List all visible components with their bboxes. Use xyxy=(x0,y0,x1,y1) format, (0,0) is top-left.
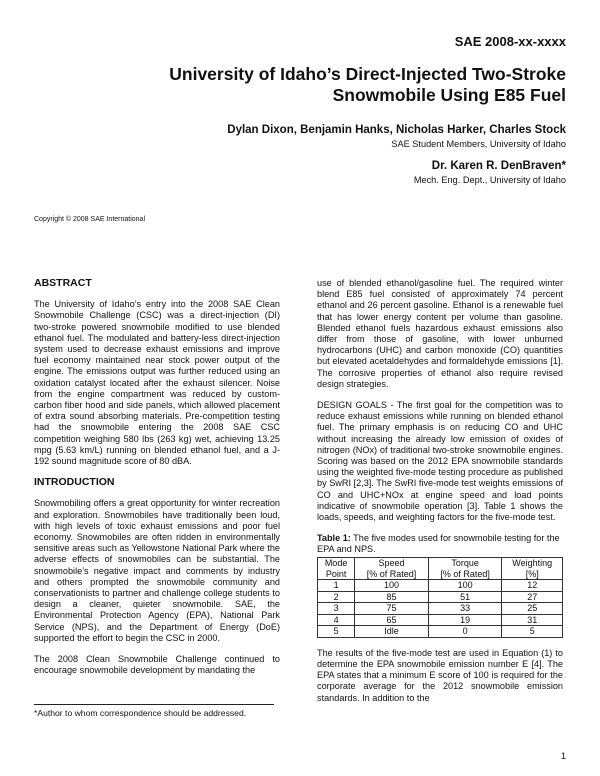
introduction-paragraph-2: The 2008 Clean Snowmobile Challenge continued to encourage snowmobile development by mandating the xyxy=(34,654,280,676)
introduction-heading: INTRODUCTION xyxy=(34,476,115,489)
title-line-1: University of Idaho’s Direct-Injected Two-Stroke xyxy=(169,64,566,84)
student-affiliation: SAE Student Members, University of Idaho xyxy=(391,139,566,149)
table-caption-text: The five modes used for snowmobile testing for the EPA and NPS. xyxy=(317,533,560,555)
design-goals-paragraph: DESIGN GOALS - The first goal for the competition was to reduce exhaust emissions while running on blended ethanol fuel. The primary emphasis is on reducing CO and UHC without increasing the already low emission of oxides of nitrogen (NOx) of traditional two-stroke snowmobile engines. Scoring was based on the 2012 EPA snowmobile standards using the weighted five-mode testing procedure as published by SwRI [2,3]. The SwRI five-mode test weights emissions of CO and UHC+NOx at engine speed and load points indicative of snowmobile operation [3]. Table 1 shows the loads, speeds, and weighting factors for the five-mode test. xyxy=(317,400,563,523)
right-paragraph-3: The results of the five-mode test are used in Equation (1) to determine the EPA snowmobile emission number E [4]. The EPA states that a minimum E score of 100 is required for the corporate average for the 2012 snowmobile emission standards. In addition to the xyxy=(317,647,563,703)
advisor-author: Dr. Karen R. DenBraven* xyxy=(431,160,566,172)
table-row: 4 65 19 31 xyxy=(318,614,563,626)
table-header-row xyxy=(318,558,563,580)
paper-series-number: SAE 2008-xx-xxxx xyxy=(454,34,566,49)
page-number: 1 xyxy=(560,751,566,761)
table-row: 1 100 100 12 xyxy=(318,580,563,592)
right-paragraph-1: use of blended ethanol/gasoline fuel. The required winter blend E85 fuel consisted of approximately 74 percent ethanol and 26 percent gasoline. Ethanol is a renewable fuel that has lower energy content per volume than gasoline. Blended ethanol fuels hazardous exhaust emissions also differ from those of gasoline, with lower unburned hydrocarbons (UHC) and carbon monoxide (CO) quantities but elevated acetaldehydes and formaldehyde emissions [1]. The corrosive properties of ethanol also require revised design strategies. xyxy=(317,278,563,389)
copyright-notice: Copyright © 2008 SAE International xyxy=(34,216,146,223)
table-row: 3 75 33 25 xyxy=(318,603,563,615)
table-caption xyxy=(317,533,563,555)
advisor-affiliation: Mech. Eng. Dept., University of Idaho xyxy=(413,175,566,185)
right-column xyxy=(317,278,563,704)
paper-title xyxy=(46,64,566,106)
table-header-cell: Mode Point xyxy=(318,558,355,580)
table-header-cell: Weighting [%] xyxy=(502,558,563,580)
table-row: 5 Idle 0 5 xyxy=(318,626,563,638)
abstract-heading: ABSTRACT xyxy=(34,277,92,289)
title-line-2: Snowmobile Using E85 Fuel xyxy=(332,85,566,105)
student-authors: Dylan Dixon, Benjamin Hanks, Nicholas Harker, Charles Stock xyxy=(227,124,566,136)
table-header-cell: Torque [% of Rated] xyxy=(428,558,502,580)
footnote-rule xyxy=(34,704,274,705)
five-mode-table xyxy=(317,557,563,638)
abstract-text: The University of Idaho’s entry into the 2008 SAE Clean Snowmobile Challenge (CSC) was a direct-injection (DI) two-stroke powered snowmobile modified to use blended ethanol fuel. The modulated and battery-less direct-injection system used to decrease exhaust emissions and improve fuel economy maintained near stock power output of the engine. The emissions output was further reduced using an oxidation catalyst located after the exhaust silencer. Noise from the engine compartment was reduced by custom-carbon fiber hood and side panels, which allowed placement of extra sound absorbing materials. Pre-competition testing had the snowmobile entering the 2008 SAE CSC competition weighing 580 lbs (263 kg) wet, achieving 13.25 mpg (5.63 km/L) running on blended ethanol fuel, and a J-192 sound magnitude score of 80 dBA. xyxy=(34,299,280,467)
table-header-cell: Speed [% of Rated] xyxy=(355,558,429,580)
footnote xyxy=(34,704,280,718)
footnote-text: *Author to whom correspondence should be addressed. xyxy=(34,708,247,718)
introduction-paragraph-1: Snowmobiling offers a great opportunity for winter recreation and exploration. Snowmobiles have traditionally been loud, with high levels of toxic exhaust emissions and poor fuel economy. Snowmobiles are often ridden in environmentally sensitive areas such as Yellowstone National Park where the adverse effects of snowmobiles can be substantial. The snowmobile’s negative impact and comments by industry and others prompted the snowmobile community and conservationists to partner and challenge college students to design a cleaner, quieter snowmobile. SAE, the Environmental Protection Agency (EPA), National Park Service (NPS), and the Department of Energy (DoE) supported the effort to begin the CSC in 2000. xyxy=(34,498,280,643)
left-column xyxy=(34,278,280,677)
table-row: 2 85 51 27 xyxy=(318,591,563,603)
table-caption-label: Table 1: xyxy=(317,533,351,544)
